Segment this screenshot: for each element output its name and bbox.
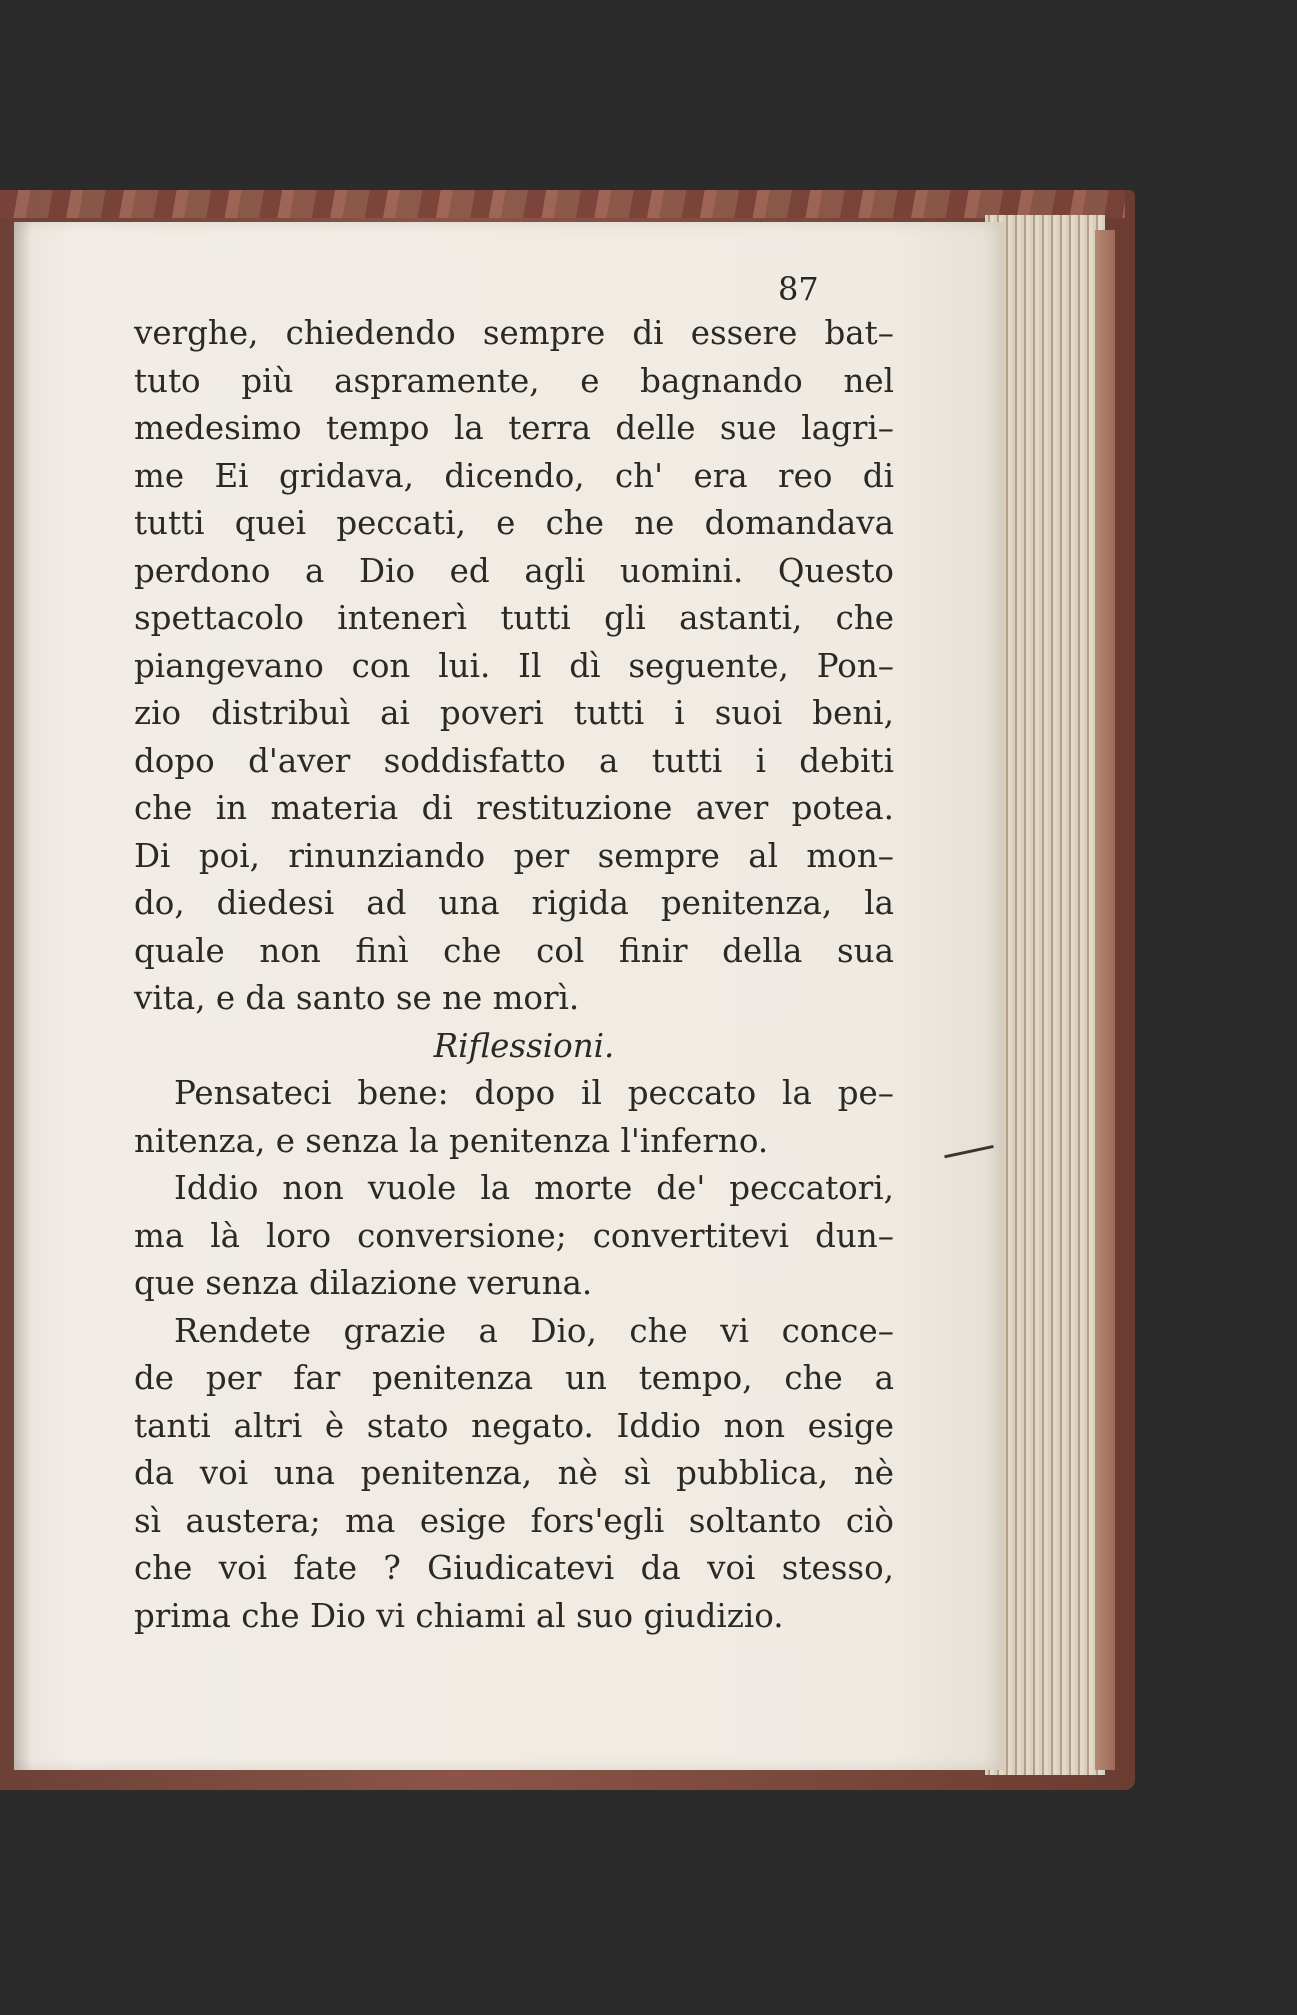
text-line: tuto più aspramente, e bagnando nel bbox=[134, 361, 894, 400]
text-line: Iddio non vuole la morte de' peccatori, bbox=[174, 1169, 894, 1207]
text-line: nitenza, e senza la penitenza l'inferno. bbox=[134, 1121, 769, 1160]
text-line: tanti altri è stato negato. Iddio non esige bbox=[134, 1406, 894, 1445]
page-gutter-shadow bbox=[14, 222, 32, 1770]
text-line: me Ei gridava, dicendo, ch' era reo di bbox=[134, 456, 894, 495]
text-line: Pensateci bene: dopo il peccato la pe– bbox=[174, 1074, 894, 1112]
text-line: do, diedesi ad una rigida penitenza, la bbox=[134, 884, 894, 922]
text-line: che voi fate ? Giudicatevi da voi stesso, bbox=[134, 1549, 894, 1587]
text-line: ma là loro conversione; convertitevi dun– bbox=[134, 1216, 894, 1255]
text-line: verghe, chiedendo sempre di essere bat– bbox=[134, 314, 894, 352]
cover-edge bbox=[0, 190, 1125, 218]
text-line: che in materia di restituzione aver potea. bbox=[134, 789, 894, 827]
text-line: Di poi, rinunziando per sempre al mon– bbox=[134, 836, 894, 875]
page-number: 87 bbox=[778, 270, 819, 308]
text-line: quale non finì che col finir della sua bbox=[134, 931, 894, 970]
text-line: perdono a Dio ed agli uomini. Questo bbox=[134, 551, 894, 590]
text-line: dopo d'aver soddisfatto a tutti i debiti bbox=[134, 741, 894, 780]
page-text bbox=[134, 310, 894, 1640]
text-line: piangevano con lui. Il dì seguente, Pon– bbox=[134, 646, 894, 685]
text-line: spettacolo intenerì tutti gli astanti, che bbox=[134, 599, 894, 637]
text-line: tutti quei peccati, e che ne domandava bbox=[134, 504, 894, 542]
text-line: da voi una penitenza, nè sì pubblica, nè bbox=[134, 1454, 894, 1492]
text-line: zio distribuì ai poveri tutti i suoi beni, bbox=[134, 694, 894, 732]
text-line: prima che Dio vi chiami al suo giudizio. bbox=[134, 1596, 784, 1635]
text-line: vita, e da santo se ne morì. bbox=[134, 979, 580, 1017]
page-stack-edge bbox=[1095, 230, 1115, 1770]
text-line: sì austera; ma esige fors'egli soltanto ciò bbox=[134, 1501, 894, 1540]
section-heading: Riflessioni. bbox=[433, 1026, 615, 1065]
text-line: Rendete grazie a Dio, che vi conce– bbox=[174, 1311, 894, 1350]
text-line: medesimo tempo la terra delle sue lagri– bbox=[134, 409, 894, 447]
text-line: que senza dilazione veruna. bbox=[134, 1264, 593, 1302]
text-line: de per far penitenza un tempo, che a bbox=[134, 1359, 894, 1397]
